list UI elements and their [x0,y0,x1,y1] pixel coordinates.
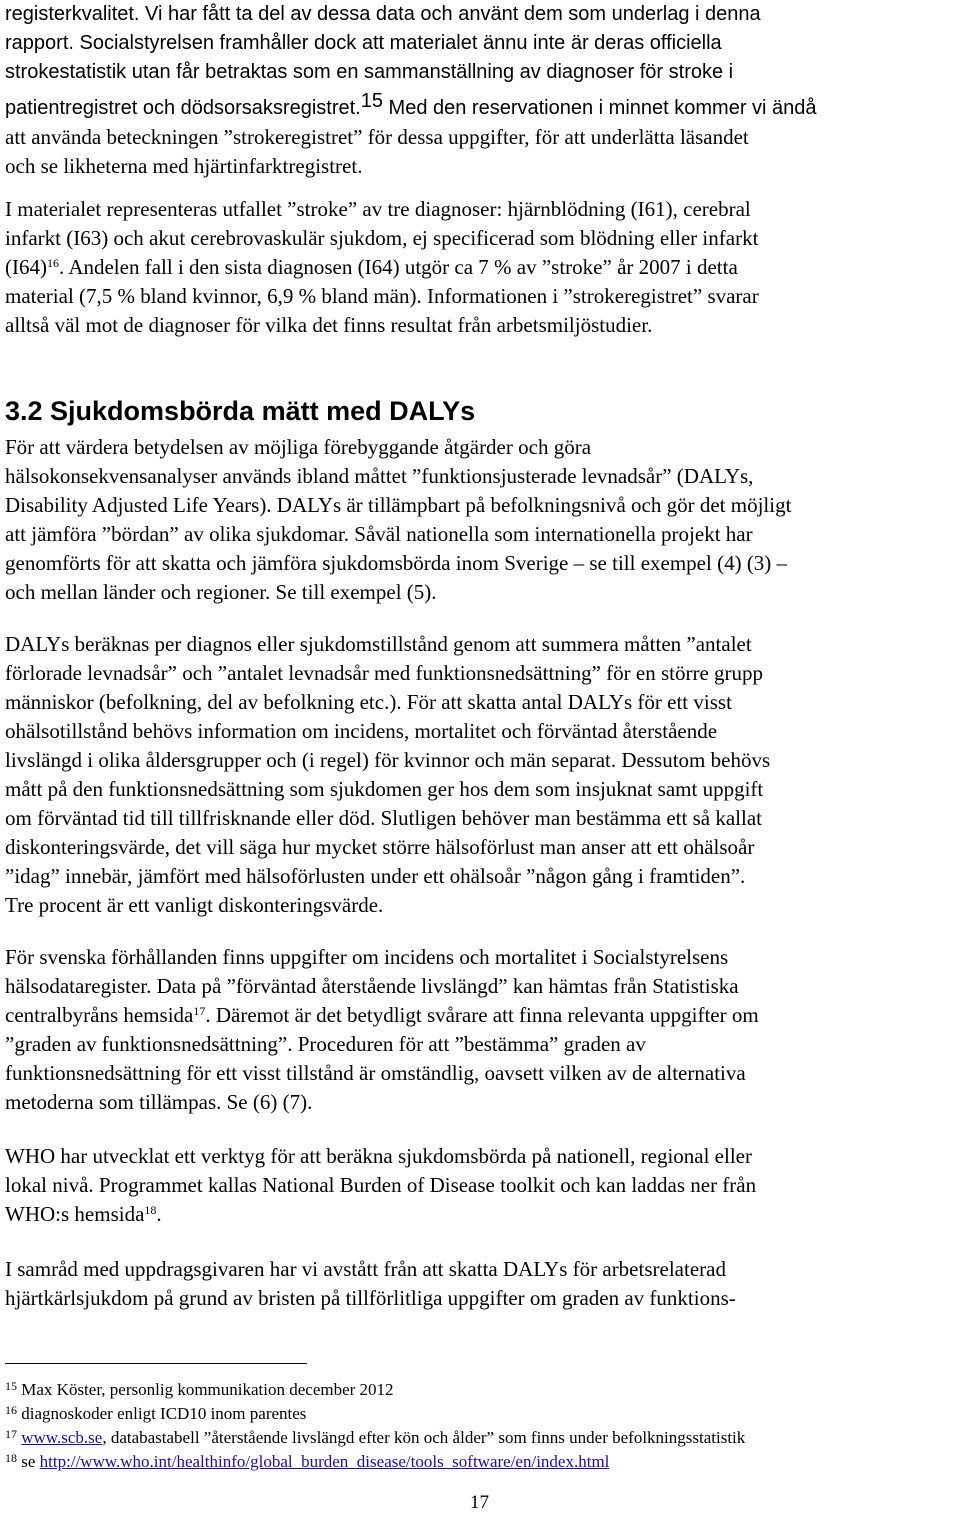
text-line: material (7,5 % bland kvinnor, 6,9 % bland män). Informationen i ”strokeregistret” svarar [5,284,759,308]
text-line: registerkvalitet. Vi har fått ta del av dessa data och använt dem som underlag i denna [5,3,761,25]
text-line: Tre procent är ett vanligt diskonteringsvärde. [5,893,384,917]
footnote-marker-17[interactable]: 17 [193,1004,206,1018]
text-line [5,1200,951,1229]
footnote-16 [5,1402,951,1425]
text-fragment: patientregistret och dödsorsaksregistret. [5,97,361,119]
intro-paragraph [5,0,951,181]
text-line: mått på den funktionsnedsättning som sjukdomen ger hos dem som insjuknat samt uppgift [5,777,764,801]
outcome-paragraph [5,195,951,340]
text-line [5,253,951,282]
text-line: metoderna som tillämpas. Se (6) (7). [5,1090,313,1114]
footnote-number: 18 [5,1451,17,1465]
text-line: ”graden av funktionsnedsättning”. Proceduren för att ”bestämma” graden av [5,1032,646,1056]
footnote-marker-18[interactable]: 18 [144,1203,157,1217]
text-line: diskonteringsvärde, det vill säga hur mycket större hälsoförlust man anser att ett ohälsoår [5,835,755,859]
swedish-data-paragraph [5,943,951,1117]
footnote-text: diagnoskoder enligt ICD10 inom parentes [17,1404,307,1423]
footnote-text: , databastabell ”återstående livslängd efter kön och ålder” som finns under befolkningsstatistik [102,1428,746,1447]
final-paragraph [5,1255,951,1313]
footnote-15 [5,1378,951,1401]
text-line: och mellan länder och regioner. Se till exempel (5). [5,580,437,604]
text-fragment: WHO:s hemsida [5,1202,145,1226]
footnote-18 [5,1450,951,1473]
who-link[interactable]: http://www.who.int/healthinfo/global_burden_disease/tools_software/en/index.html [39,1452,610,1471]
daly-intro-paragraph [5,433,951,607]
who-paragraph [5,1142,951,1229]
footnote-text: Max Köster, personlig kommunikation december 2012 [17,1380,394,1399]
text-line: lokal nivå. Programmet kallas National Burden of Disease toolkit och kan laddas ner från [5,1173,757,1197]
footnote-separator [5,1363,307,1364]
daly-calculation-paragraph [5,630,951,920]
text-line: WHO har utvecklat ett verktyg för att beräkna sjukdomsbörda på nationell, regional eller [5,1144,752,1168]
text-line: strokestatistik utan får betraktas som en sammanställning av diagnoser för stroke i [5,61,734,83]
text-line: genomförts för att skatta och jämföra sjukdomsbörda inom Sverige – se till exempel (4) (3) – [5,551,788,575]
footnote-number: 17 [5,1427,17,1441]
footnote-17 [5,1426,951,1449]
text-line: I samråd med uppdragsgivaren har vi avstått från att skatta DALYs för arbetsrelaterad [5,1257,726,1281]
text-line: att jämföra ”bördan” av olika sjukdomar. Såväl nationella som internationella projekt har [5,522,753,546]
text-fragment: . Andelen fall i den sista diagnosen (I64) utgör ca 7 % av ”stroke” år 2007 i detta [58,255,738,279]
text-line: funktionsnedsättning för ett visst tillstånd är omständlig, oavsett vilken av de alternativa [5,1061,746,1085]
text-fragment: centralbyråns hemsida [5,1003,194,1027]
text-line: och se likheterna med hjärtinfarktregistret. [5,154,363,178]
text-fragment: (I64) [5,255,47,279]
text-line: människor (befolkning, del av befolkning etc.). För att skatta antal DALYs för ett visst [5,690,732,714]
text-line: alltså väl mot de diagnoser för vilka det finns resultat från arbetsmiljöstudier. [5,313,653,337]
text-line: att använda beteckningen ”strokeregistret” för dessa uppgifter, för att underlätta läsandet [5,125,749,149]
text-line: hjärtkärlsjukdom på grund av bristen på tillförlitliga uppgifter om graden av funktions- [5,1286,736,1310]
text-line [5,1001,951,1030]
text-line: om förväntad tid till tillfrisknande eller död. Slutligen behöver man bestämma ett så kallat [5,806,762,830]
text-line: Disability Adjusted Life Years). DALYs är tillämpbart på befolkningsnivå och gör det möjligt [5,493,792,517]
text-line [5,87,951,123]
text-fragment: . Däremot är det betydligt svårare att finna relevanta uppgifter om [205,1003,759,1027]
text-line: förlorade levnadsår” och ”antalet levnadsår med funktionsnedsättning” för en större grupp [5,661,764,685]
scb-link[interactable]: www.scb.se [21,1428,103,1447]
footnote-marker-15[interactable]: 15 [360,90,383,112]
text-line: DALYs beräknas per diagnos eller sjukdomstillstånd genom att summera måtten ”antalet [5,632,752,656]
text-line: rapport. Socialstyrelsen framhåller dock att materialet ännu inte är deras officiella [5,32,722,54]
text-line: ohälsotillstånd behövs information om incidens, mortalitet och förväntad återstående [5,719,718,743]
page-number: 17 [470,1492,489,1513]
text-fragment: Med den reservationen i minnet kommer vi ändå [382,97,817,119]
text-line: ”idag” innebär, jämfört med hälsoförlusten under ett ohälsoår ”någon gång i framtiden”. [5,864,746,888]
text-line: För att värdera betydelsen av möjliga förebyggande åtgärder och göra [5,435,592,459]
footnote-number: 16 [5,1403,17,1417]
text-line: hälsokonsekvensanalyser används ibland måttet ”funktionsjusterade levnadsår” (DALYs, [5,464,754,488]
text-line: hälsodataregister. Data på ”förväntad återstående livslängd” kan hämtas från Statistiska [5,974,739,998]
footnote-number: 15 [5,1379,17,1393]
footnote-text: se [17,1452,40,1471]
text-line: livslängd i olika åldersgrupper och (i regel) för kvinnor och män separat. Dessutom behövs [5,748,771,772]
text-fragment: . [156,1202,162,1226]
text-line: infarkt (I63) och akut cerebrovaskulär sjukdom, ej specificerad som blödning eller infarkt [5,226,759,250]
text-line: I materialet representeras utfallet ”stroke” av tre diagnoser: hjärnblödning (I61), cerebral [5,197,751,221]
text-line: För svenska förhållanden finns uppgifter om incidens och mortalitet i Socialstyrelsens [5,945,729,969]
footnote-marker-16[interactable]: 16 [46,256,59,270]
section-heading: 3.2 Sjukdomsbörda mätt med DALYs [5,396,476,426]
